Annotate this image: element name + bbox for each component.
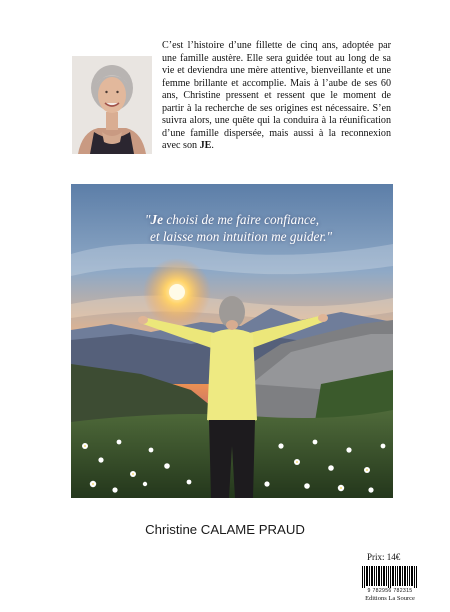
author-name: Christine CALAME PRAUD [145, 522, 305, 537]
cover-quote [71, 212, 393, 245]
publisher-name: Editions La Source [365, 595, 415, 602]
isbn-barcode [361, 566, 419, 588]
quote-open: " [144, 212, 151, 227]
quote-emphasis: Je [150, 212, 164, 227]
price-label: Prix: 14€ [367, 552, 401, 562]
author-portrait [72, 56, 152, 154]
quote-line-2: et laisse mon intuition me guider." [149, 228, 333, 244]
blurb-text: C’est l’histoire d’une fillette de cinq ans, adoptée par une famille austère. Elle sera guidée tout au long de sa vie et deviendra une mère attentive, bienveillante et une femme brillante et accomplie. Mais à l’aube de ses 60 ans, Christine pressent et ressent que le moment de partir à la recherche de ses origines est nécessaire. S’en suivra alors, une quête qui la conduira à la réunification d’une famille dispersée, mais aussi à la reconnexion avec son [162, 40, 391, 152]
blurb-end: . [211, 140, 214, 152]
back-cover-blurb [162, 40, 391, 153]
quote-line-1 [71, 212, 393, 229]
barcode-number: 9 782956 782315 [367, 588, 413, 594]
blurb-emphasis: JE [199, 140, 212, 152]
cover-photo [71, 184, 393, 498]
quote-line-1-rest: choisi de me faire confiance, [163, 212, 320, 227]
